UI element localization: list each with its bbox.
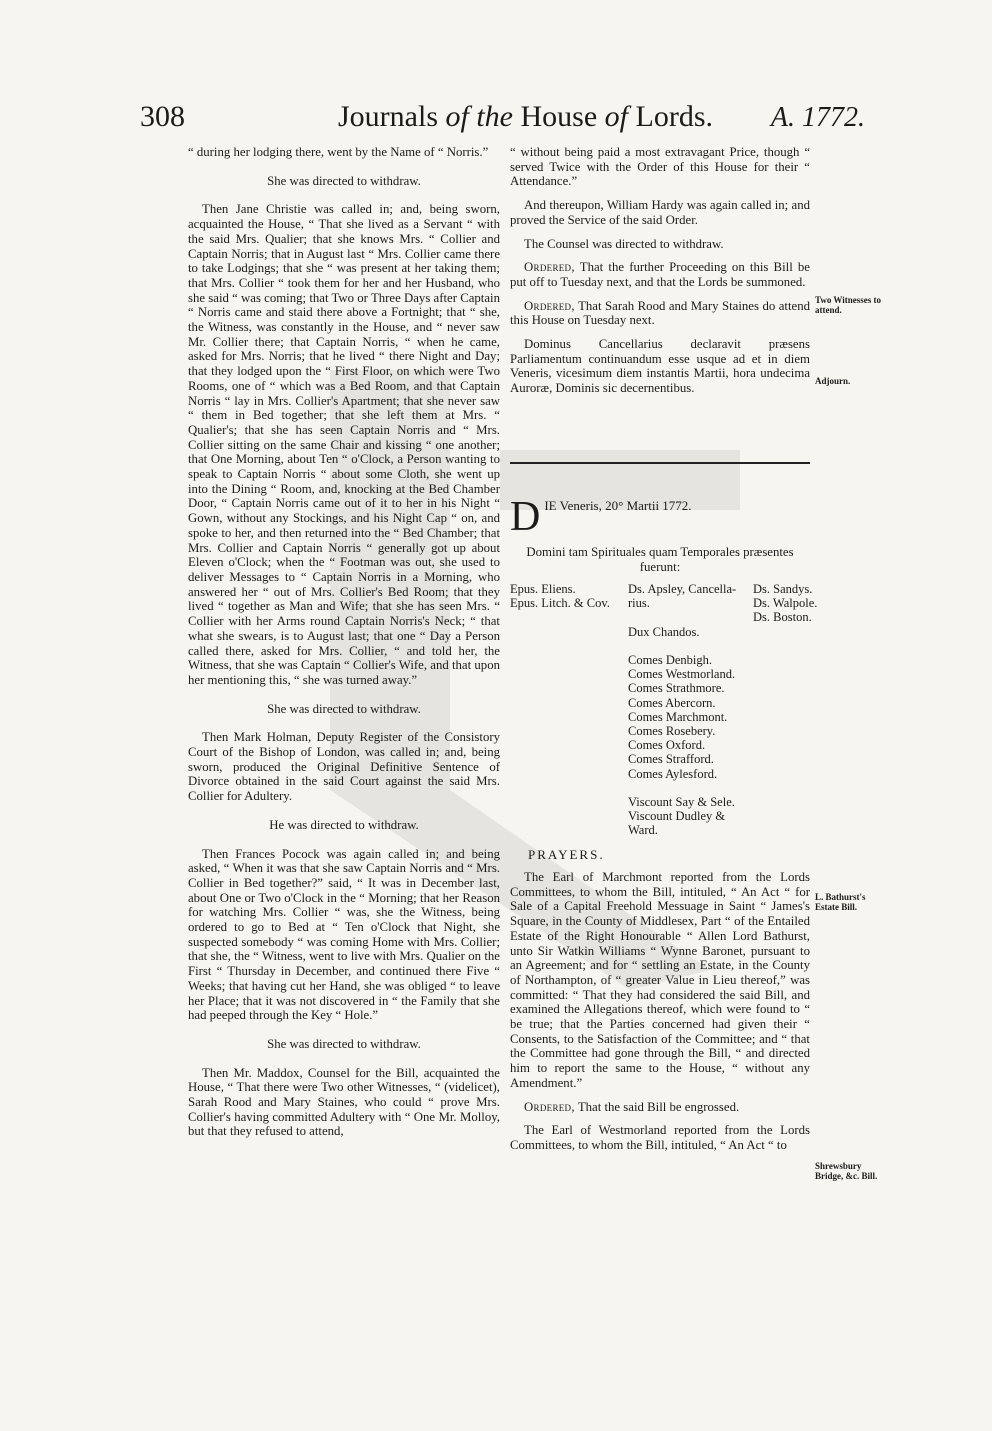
drop-cap: D [510, 494, 541, 540]
paragraph: Then Frances Pocock was again called in; and being asked, “ When it was that she saw Captain Norris and “ Mrs. Collier in Bed together?” said, “ It was in December last, about One or Two o'Clock in the “ Morning; that her Reason for watching Mrs. Collier “ was, she the Witness, being ordered to go to Bed at “ Ten o'Clock that Night, she suspected somebody “ was coming Home with Mrs. Collier; that she, the “ Witness, went to live with Mrs. Qualier on the First “ Thursday in December, and continued there Five “ Weeks; that having cut her Hand, she was obliged “ to leave her Place; that it was not discovered in “ the Family that she had peeped through the Key “ Hole.” [188, 846, 500, 1023]
lord-entry: Comes Strafford. [628, 752, 714, 767]
margin-note: Shrewsbury Bridge, &c. Bill. [815, 1161, 878, 1181]
paragraph: “ without being paid a most extravagant Price, though “ served Twice with the Order of this House for their “ Attendance.” [510, 145, 810, 189]
paragraph: The Earl of Marchmont reported from the Lords Committees, to whom the Bill, intituled, “ An Act “ for Sale of a Capital Freehold Messuage in Saint “ James's Square, in the County of Middlesex, Part “ of the Entailed Estate of the Right Honourable “ Allen Lord Bathurst, unto Sir Watkin Williams “ Wynne Baronet, pursuant to an Agreement; and for “ settling an Estate, in the County of Northampton, of “ greater Value in Lieu thereof,” was committed: “ That they had considered the said Bill, and examined the Allegations thereof, which were found to “ be true; that the Parties concerned had given their “ Consents, to the Satisfaction of the Committee; and “ that the Committee had gone through the Bill, “ and directed him to report the same to the House, “ without any Amendment.” [510, 870, 810, 1090]
right-column-lower [510, 870, 810, 1162]
left-column [188, 145, 500, 1148]
lord-entry: Dux Chandos. [628, 624, 700, 639]
lord-entry: Comes Rosebery. [628, 724, 716, 739]
lord-entry: Ds. Sandys. [753, 582, 813, 596]
paragraph: Then Mark Holman, Deputy Register of the Consistory Court of the Bishop of London, was called in; and, being sworn, produced the Original Definitive Sentence of Divorce obtained in the said Court against the said Mrs. Collier for Adultery. [188, 730, 500, 804]
order-paragraph: Ordered, That the further Proceeding on this Bill be put off to Tuesday next, and that the Lords be summoned. [510, 260, 810, 289]
withdraw-note: She was directed to withdraw. [267, 701, 421, 716]
paragraph: The Counsel was directed to withdraw. [524, 236, 724, 251]
lord-entry [628, 639, 758, 653]
lord-entry: Ward. [628, 823, 658, 838]
lords-column-barons [753, 582, 833, 625]
lord-entry: Comes Aylesford. [628, 766, 718, 781]
date-heading: D IE Veneris, 20° Martii 1772. [510, 494, 692, 540]
paragraph: Then Mr. Maddox, Counsel for the Bill, acquainted the House, “ That there were Two other Witnesses, “ (videlicet), Sarah Rood and Mary Staines, who could “ prove Mrs. Collier's having committed Adultery with “ One Mr. Molloy, but that they refused to attend, [188, 1065, 500, 1139]
lord-entry: Viscount Say & Sele. [628, 795, 735, 810]
withdraw-note: She was directed to withdraw. [267, 173, 421, 188]
margin-note: L. Bathurst's Estate Bill. [815, 892, 866, 912]
lord-entry: Comes Oxford. [628, 738, 706, 753]
prayers-heading: PRAYERS. [528, 847, 605, 862]
page-year: A. 1772. [770, 102, 865, 133]
lord-entry: Comes Westmorland. [628, 667, 736, 682]
lord-entry: Epus. Litch. & Cov. [510, 596, 610, 611]
order-paragraph: Ordered, That the said Bill be engrossed. [524, 1099, 740, 1114]
lord-entry [628, 781, 758, 795]
paragraph: The Earl of Westmorland reported from the Lords Committees, to whom the Bill, intituled, “ An Act “ to [510, 1123, 810, 1152]
lord-entry: Viscount Dudley & [628, 809, 726, 824]
paragraph: “ during her lodging there, went by the Name of “ Norris.” [188, 145, 489, 159]
lords-column-temporal [628, 582, 758, 838]
margin-note: Adjourn. [815, 376, 851, 386]
lord-entry: Comes Marchmont. [628, 709, 728, 724]
right-column-upper [510, 145, 810, 405]
lord-entry: Comes Strathmore. [628, 681, 725, 696]
adjournment-paragraph: Dominus Cancellarius declaravit præsens Parliamentum continuandum esse usque ad et in diem Veneris, vicesimum diem instantis Martii, hora undecima Auroræ, Dominis sic decernentibus. [510, 337, 810, 396]
journal-title: Journals of the House of Lords. [338, 100, 713, 133]
page-number: 308 [140, 100, 185, 133]
lord-entry: Epus. Eliens. [510, 582, 576, 596]
lord-entry: Ds. Boston. [753, 610, 812, 625]
lord-entry: Comes Denbigh. [628, 653, 713, 668]
attendance-heading: Domini tam Spirituales quam Temporales præsentes fuerunt: [526, 545, 794, 574]
order-paragraph: Ordered, That Sarah Rood and Mary Staines do attend this House on Tuesday next. [510, 298, 810, 328]
lord-entry: Ds. Apsley, Cancella- [628, 582, 737, 596]
lord-entry: Ds. Walpole. [753, 596, 818, 611]
margin-note: Two Witnesses to attend. [815, 295, 882, 315]
lord-entry [628, 610, 758, 624]
paragraph: And thereupon, William Hardy was again called in; and proved the Service of the said Order. [510, 198, 810, 227]
lord-entry: Comes Abercorn. [628, 695, 716, 710]
withdraw-note: He was directed to withdraw. [269, 817, 419, 832]
paragraph: Then Jane Christie was called in; and, being sworn, acquainted the House, “ That she lived as a Servant “ with the said Mrs. Qualier; that she knows Mrs. “ Collier and Captain Norris; that in August last “ Mrs. Collier came there to take Lodgings; that she “ was present at her taking them; that Mrs. Collier “ took them for her and her Husband, who she said “ was coming; that Two or Three Days after Captain “ Norris came and staid there above a Fortnight; that “ she, the Witness, was constantly in the House, and “ never saw Mr. Collier there; that Captain Norris, “ when he came, asked for Mrs. Norris; that he lived “ there Night and Day; that they lodged upon the “ First Floor, on which were Two Rooms, one of “ which was a Bed Room, and that Captain Norris “ lay in Mrs. Collier's Apartment; that she never saw “ them in Bed together; that she left them at Mrs. “ Qualier's; that she has seen Captain Norris and “ Mrs. Collier sitting on the same Chair and kissing “ one another; that One Morning, about Ten “ o'Clock, a Person wanting to speak to Captain Norris “ about some Cloth, she went up into the Dining “ Room, and, knocking at the Bed Chamber Door, “ Captain Norris came out of it to her in his Night “ Gown, without any Stockings, and his Night Cap “ on, and spoke to her, and then returned into the “ Bed Chamber; that Mrs. Collier and Captain Norris “ generally got up about Eleven o'Clock; when the “ Footman was out, she used to deliver Messages to “ Captain Norris in a Morning, who answered her “ out of Mrs. Collier's Bed Room; that they lived “ together as Man and Wife; that she has seen Mrs. “ Collier with her Arms round Captain Norris's Neck; “ that what she swears, is to August last; that one “ Day a Person called there, asked for Mrs. Collier, “ and told her, the Witness, that she was Captain “ Collier's Wife, and that upon her mentioning this, “ she was turned away.” [188, 202, 500, 687]
lords-column-spiritual [510, 582, 622, 610]
page-header [140, 98, 865, 142]
section-divider [510, 462, 810, 464]
withdraw-note: She was directed to withdraw. [267, 1036, 421, 1051]
lord-entry: rius. [628, 596, 650, 611]
